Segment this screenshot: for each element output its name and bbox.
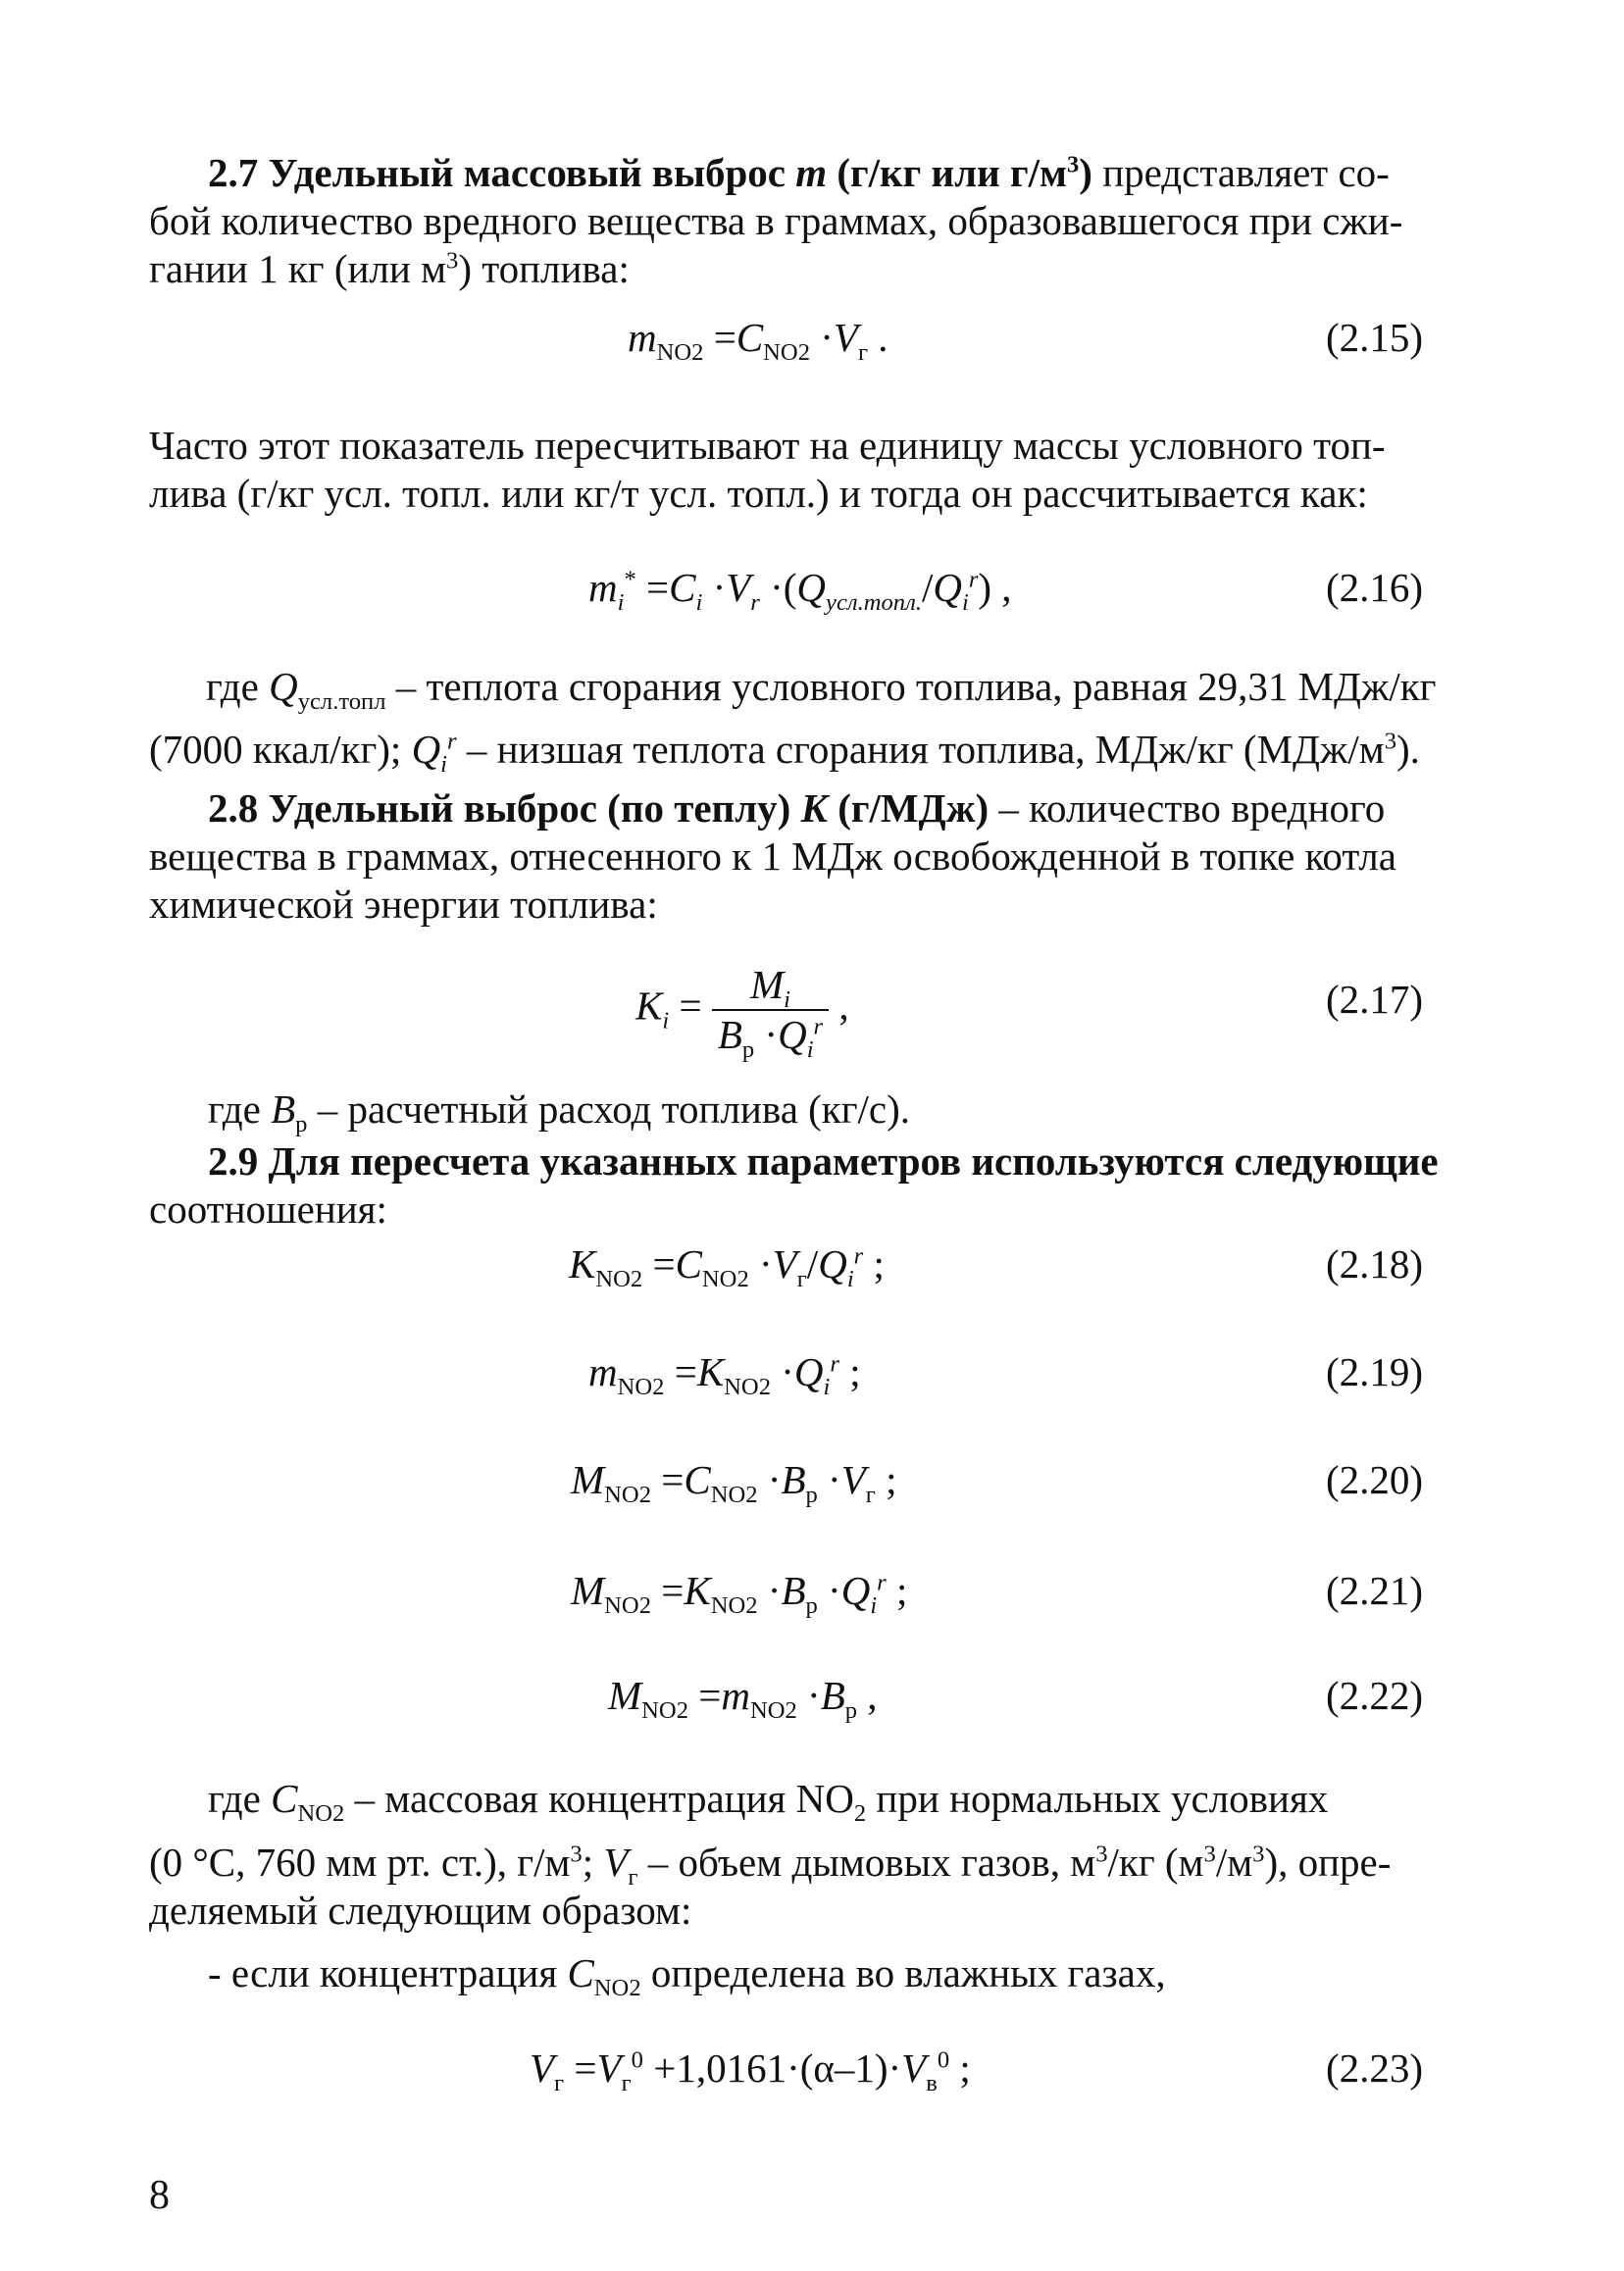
equation-number-2-16: (2.16) (1325, 565, 1423, 610)
section-2-7-line-1: 2.7 Удельный массовый выброс m (г/кг или $г/м^3$) представляет со- (208, 150, 1390, 195)
section-2-7-line-3: гании 1 кг (или $м^3$) топлива: (149, 246, 630, 291)
formula-2-21: $M_{NO2} =K_{NO2} \cdot B_р \cdot Q_i^r$ ; (571, 1568, 908, 1620)
where-2-22-line-3: деляемый следующим образом: (149, 1888, 692, 1933)
para-2-16-line-2: лива (г/кг усл. топл. или кг/т усл. топл.) и тогда он рассчитывается как: (149, 471, 1368, 516)
where-2-22-line-1: где $C_{NO2}$ – массовая концентрация $NO_2$ при нормальных условиях (208, 1776, 1329, 1828)
equation-number-2-18: (2.18) (1325, 1241, 1423, 1287)
formula-2-22: $M_{NO2} =m_{NO2} \cdot B_р$ , (608, 1673, 878, 1725)
section-2-8-line-1: 2.8 Удельный выброс (по теплу) K (г/МДж) – количество вредного (208, 785, 1386, 831)
where-2-16-line-1: где $Q_{усл.топл}$ – теплота сгорания условного топлива, равная 29,31 МДж/кг (206, 664, 1437, 716)
section-2-7-line-2: бой количество вредного вещества в граммах, образовавшегося при сжи- (149, 198, 1403, 243)
section-2-8-line-2: вещества в граммах, отнесенного к 1 МДж освобожденной в топке котла (149, 833, 1396, 879)
section-2-9-line-1: 2.9 Для пересчета указанных параметров используются следующие (208, 1138, 1439, 1184)
formula-2-18: $K_{NO2} =C_{NO2} \cdot V_г/Q_i^r$ ; (569, 1241, 885, 1293)
where-2-17: где $B_р$ – расчетный расход топлива (кг/с). (208, 1086, 911, 1138)
fraction: $\frac{M_i}{B_р \cdot Q_i^r}$ (712, 961, 829, 1059)
equation-number-2-23: (2.23) (1325, 2045, 1423, 2091)
formula-2-20: $M_{NO2} =C_{NO2} \cdot B_р \cdot V_г$ ; (571, 1457, 897, 1509)
formula-2-15: $m_{NO2} =C_{NO2} \cdot V_г$ . (628, 315, 888, 367)
equation-number-2-15: (2.15) (1325, 315, 1423, 360)
equation-number-2-21: (2.21) (1325, 1568, 1423, 1613)
bullet-wet-gases: - если концентрация $C_{NO2}$ определена во влажных газах, (208, 1950, 1166, 2002)
section-2-9-line-2: соотношения: (149, 1186, 387, 1232)
section-2-7-lead: 2.7 Удельный массовый выброс (208, 150, 786, 195)
equation-number-2-17: (2.17) (1325, 977, 1423, 1022)
section-2-8-line-3: химической энергии топлива: (149, 882, 658, 927)
page-number: 8 (149, 2173, 170, 2218)
symbol-m: m (795, 150, 828, 195)
formula-2-19: $m_{NO2} =K_{NO2} \cdot Q_i^r$ ; (588, 1349, 861, 1401)
formula-2-16: $m_i^* =C_i \cdot V_r \cdot(Q_{усл.топл.}/Q_i^r)$ , (588, 565, 1012, 617)
equation-number-2-22: (2.22) (1325, 1673, 1423, 1718)
formula-2-23: $V_г =V_г^0 +1,0161\cdot(\alpha-1)\cdot V_в^0$ ; (530, 2045, 971, 2097)
equation-number-2-19: (2.19) (1325, 1349, 1423, 1394)
where-2-22-line-2: (0 °С, 760 мм рт. ст.), $г/м^3$; $V_г$ – объем дымовых газов, $м^3/кг$ $(м^3/м^3)$, опре- (149, 1840, 1392, 1892)
para-2-16-line-1: Часто этот показатель пересчитывают на единицу массы условного топ- (149, 423, 1386, 468)
equation-number-2-20: (2.20) (1325, 1457, 1423, 1502)
formula-2-17: $K_i$ = $\frac{M_i}{B_р \cdot Q_i^r}$ , (635, 962, 849, 1064)
where-2-16-line-2: (7000 ккал/кг); $Q_i^r$ – низшая теплота сгорания топлива, МДж/кг $(МДж/м^3)$. (149, 727, 1420, 779)
